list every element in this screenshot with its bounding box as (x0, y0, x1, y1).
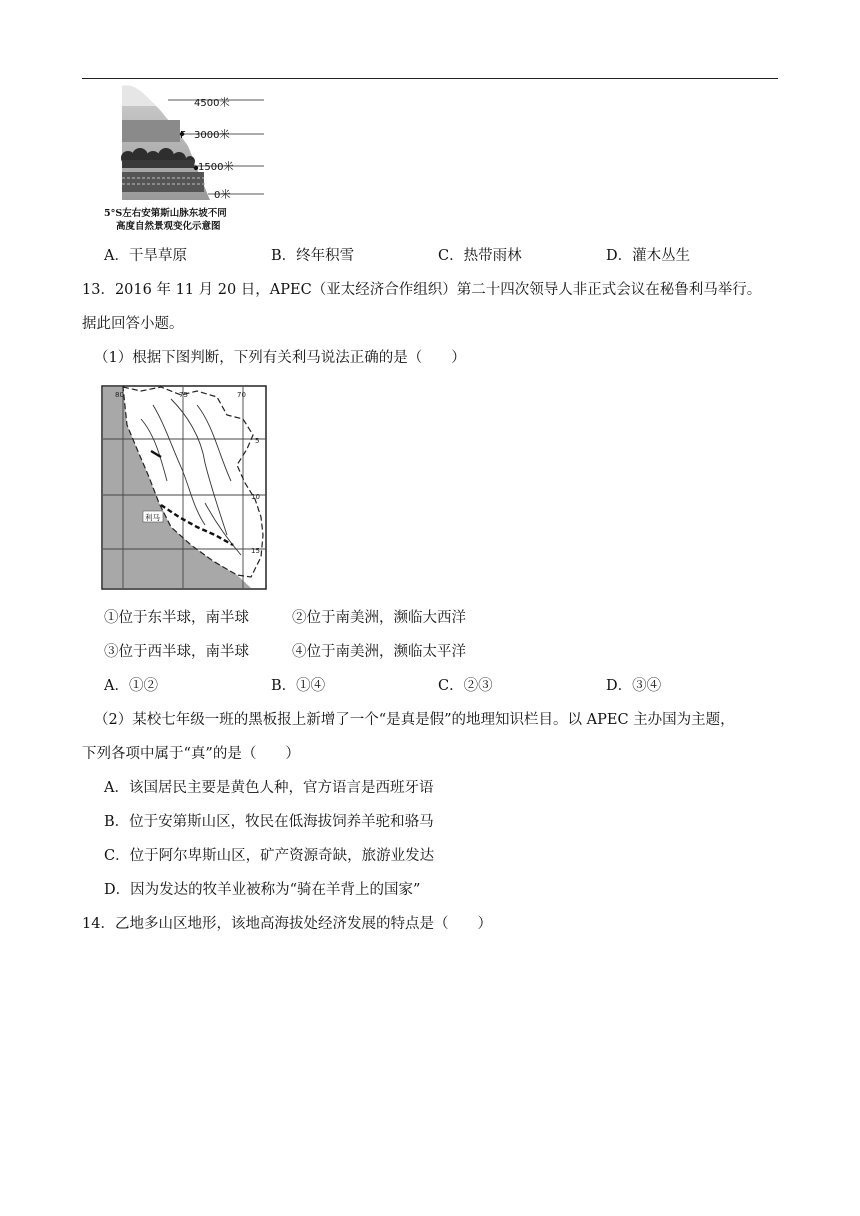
figure1-caption-line2: 高度自然景观变化示意图 (116, 221, 221, 232)
lat-label-15: 15 (251, 547, 260, 555)
lon-label-75: 75 (179, 391, 188, 399)
q13-2-option-a[interactable]: A．该国居民主要是黄色人种，官方语言是西班牙语 (104, 780, 434, 796)
q13-stem-line2: 据此回答小题。 (82, 316, 184, 332)
statement-2: ②位于南美洲，濒临大西洋 (292, 610, 466, 626)
q13-1-option-a[interactable]: A．①② (104, 678, 158, 694)
q12-option-b[interactable]: B．终年积雪 (271, 248, 355, 264)
statement-4: ④位于南美洲，濒临太平洋 (292, 644, 466, 660)
statement-3: ③位于西半球，南半球 (104, 644, 249, 660)
figure1-caption-line1: 5°S左右安第斯山脉东坡不同 (104, 208, 227, 219)
q14-stem: 14．乙地多山区地形，该地高海拔处经济发展的特点是（ ） (82, 916, 492, 932)
header-rule (82, 78, 778, 79)
q13-stem-line1: 13．2016 年 11 月 20 日，APEC（亚太经济合作组织）第二十四次领导人非正式会议在秘鲁利马举行。 (82, 282, 762, 298)
snow-cap (122, 85, 156, 106)
lat-label-10: 10 (251, 493, 260, 501)
q13-sub2-line1: （2）某校七年级一班的黑板报上新增了一个“是真是假”的地理知识栏目。以 APEC 主办国为主题， (94, 712, 735, 728)
label-4500m: 4500米 (194, 98, 230, 109)
q12-option-d[interactable]: D．灌木丛生 (606, 248, 691, 264)
q12-option-c[interactable]: C．热带雨林 (438, 248, 522, 264)
q12-option-a[interactable]: A．干旱草原 (104, 248, 187, 264)
q13-2-option-d[interactable]: D．因为发达的牧羊业被称为“骑在羊背上的国家” (104, 882, 421, 898)
altitude-figure (104, 82, 266, 236)
point-f-label: F (180, 130, 186, 141)
peru-map (101, 385, 267, 590)
peru-map-figure (101, 385, 267, 590)
q13-1-option-d[interactable]: D．③④ (606, 678, 662, 694)
q13-2-option-c[interactable]: C．位于阿尔卑斯山区，矿产资源奇缺，旅游业发达 (104, 848, 435, 864)
lima-label: 利马 (145, 513, 160, 522)
lat-label-5: 5 (255, 437, 260, 445)
lon-label-70: 70 (237, 391, 246, 399)
q13-1-option-b[interactable]: B．①④ (271, 678, 326, 694)
q13-sub2-line2: 下列各项中属于“真”的是（ ） (82, 746, 300, 762)
lon-label-80: 80 (115, 391, 124, 399)
lowland-band (122, 172, 204, 192)
q13-2-option-b[interactable]: B．位于安第斯山区，牧民在低海拔饲养羊驼和骆马 (104, 814, 434, 830)
q13-sub1-question: （1）根据下图判断，下列有关利马说法正确的是（ ） (94, 350, 466, 366)
statement-1: ①位于东半球，南半球 (104, 610, 249, 626)
q13-1-option-c[interactable]: C．②③ (438, 678, 493, 694)
label-3000m: 3000米 (194, 130, 230, 141)
grass-band (122, 120, 180, 142)
label-0m: 0米 (214, 190, 231, 201)
label-1500m: 1500米 (198, 162, 234, 173)
